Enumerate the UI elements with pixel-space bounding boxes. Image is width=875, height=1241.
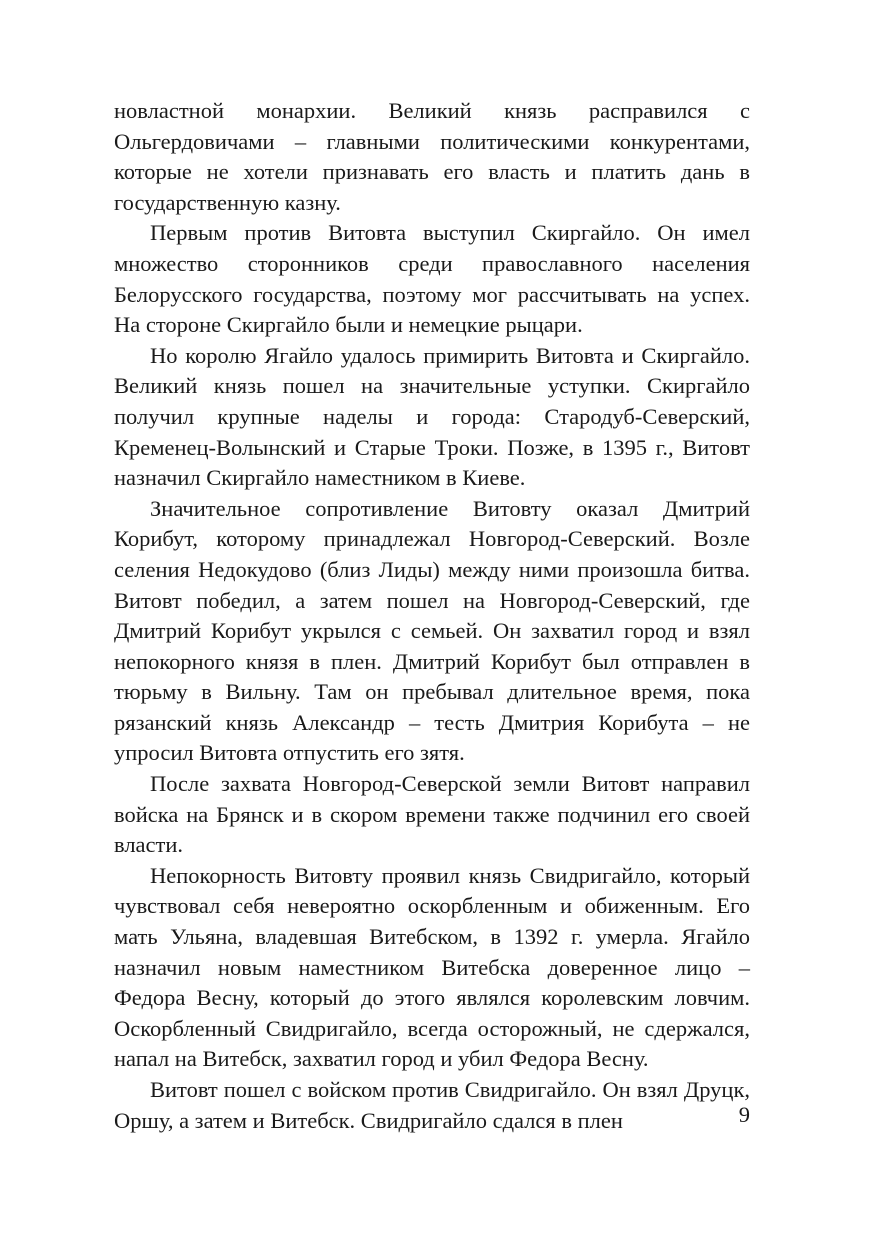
body-text	[114, 96, 750, 1136]
paragraph-skirgailo-opposition: Первым против Витовта выступил Скиргайло. Он имел множество сторонников среди православного населения Белорусского государства, поэтому мог рассчитывать на успех. На стороне Скиргайло были и немецкие рыцари.	[114, 220, 750, 338]
paragraph-bryansk: После захвата Новгород-Северской земли Витовт направил войска на Брянск и в скором времени также подчинил его своей власти.	[114, 771, 750, 858]
paragraph-koribut: Значительное сопротивление Витовту оказал Дмитрий Корибут, которому принадлежал Новгород-Северский. Возле селения Недокудово (близ Лиды) между ними произошла битва. Витовт победил, а затем пошел на Новгород-Северский, где Дмитрий Корибут укрылся с семьей. Он захватил город и взял непокорного князя в плен. Дмитрий Корибут был отправлен в тюрьму в Вильну. Там он пребывал длительное время, пока рязанский князь Александр – тесть Дмитрия Корибута – не упросил Витовта отпустить его зятя.	[114, 495, 750, 766]
paragraph-campaign: Витовт пошел с войском против Свидригайло. Он взял Друцк, Оршу, а затем и Витебск. Свидригайло сдался в плен	[114, 1077, 750, 1133]
paragraph-continuation: новластной монархии. Великий князь расправился с Ольгердовичами – главными политическими конкурентами, которые не хотели признавать его власть и платить дань в государственную казну.	[114, 98, 750, 215]
paragraph-reconciliation: Но королю Ягайло удалось примирить Витовта и Скиргайло. Великий князь пошел на значительные уступки. Скиргайло получил крупные наделы и города: Стародуб-Северский, Кременец-Волынский и Старые Троки. Позже, в 1395 г., Витовт назначил Скиргайло наместником в Киеве.	[114, 342, 750, 491]
paragraph-svidrigailo: Непокорность Витовту проявил князь Свидригайло, который чувствовал себя невероятно оскорбленным и обиженным. Его мать Ульяна, владевшая Витебском, в 1392 г. умерла. Ягайло назначил новым наместником Витебска доверенное лицо – Федора Весну, который до этого являлся королевским ловчим. Оскорбленный Свидригайло, всегда осторожный, не сдержался, напал на Витебск, захватил город и убил Федора Весну.	[114, 862, 750, 1072]
page-number: 9	[738, 1102, 750, 1127]
